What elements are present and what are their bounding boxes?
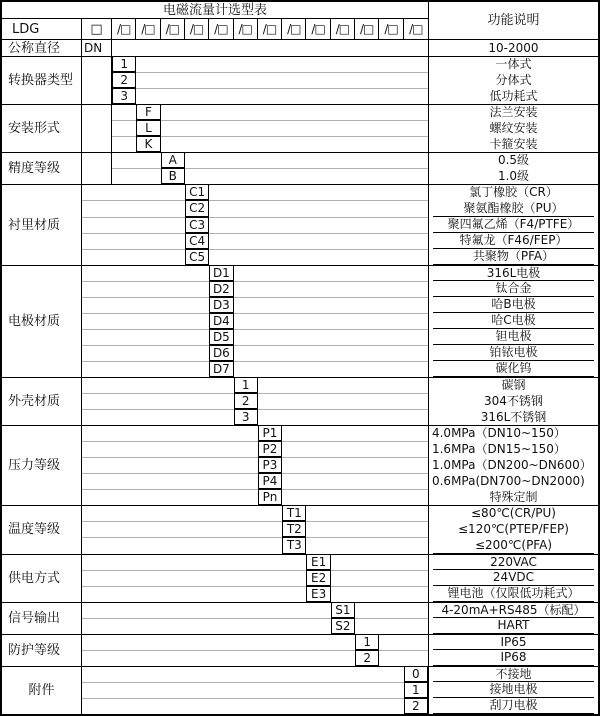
desc-cell: 一体式	[428, 56, 598, 72]
code-cell: D2	[209, 281, 233, 297]
code-cell: K	[136, 136, 160, 152]
desc-cell: 碳化钨	[428, 361, 598, 377]
empty-cell	[82, 297, 209, 313]
empty-cell	[82, 698, 404, 714]
empty-cell	[82, 570, 306, 586]
empty-cell	[282, 425, 428, 441]
model-digit-box: □	[82, 19, 112, 40]
empty-cell	[234, 281, 428, 297]
empty-cell	[136, 56, 428, 72]
code-cell: T2	[282, 521, 306, 537]
desc-cell: 哈B电极	[428, 297, 598, 313]
empty-cell	[82, 586, 306, 602]
empty-cell	[282, 441, 428, 457]
code-cell: P2	[258, 441, 282, 457]
section-label: 安装形式	[2, 104, 82, 152]
empty-cell	[82, 666, 404, 682]
code-cell: 1	[404, 682, 428, 698]
code-cell: E2	[306, 570, 330, 586]
code-cell: B	[161, 168, 185, 184]
code-cell: F	[136, 104, 160, 120]
empty-cell	[82, 682, 404, 698]
section-label: 附件	[2, 666, 82, 714]
desc-cell: 锂电池（仅限低功耗式）	[428, 586, 598, 602]
code-cell: D6	[209, 345, 233, 361]
code-cell: C3	[185, 217, 209, 233]
desc-cell: 220VAC	[428, 554, 598, 570]
empty-cell	[82, 217, 185, 233]
empty-cell	[209, 200, 428, 216]
empty-cell	[258, 409, 428, 425]
code-cell: D1	[209, 265, 233, 281]
empty-cell	[331, 586, 428, 602]
empty-cell	[82, 457, 258, 473]
section-label: 公称直径	[2, 40, 82, 56]
desc-cell: 316L不锈钢	[428, 409, 598, 425]
code-cell: D5	[209, 329, 233, 345]
model-slash-box: /□	[258, 19, 282, 40]
empty-cell	[355, 618, 428, 634]
code-cell: 2	[234, 393, 258, 409]
desc-cell: 刮刀电极	[428, 698, 598, 714]
empty-cell	[82, 329, 209, 345]
empty-cell	[82, 425, 258, 441]
empty-cell	[82, 409, 234, 425]
empty-cell	[331, 554, 428, 570]
empty-cell	[209, 184, 428, 200]
model-slash-box: /□	[404, 19, 428, 40]
desc-cell: 304不锈钢	[428, 393, 598, 409]
code-cell: 1	[112, 56, 136, 72]
desc-cell: ≤120℃(PTEP/FEP)	[428, 521, 598, 537]
empty-cell	[209, 233, 428, 249]
code-cell: C2	[185, 200, 209, 216]
empty-cell	[306, 537, 428, 553]
empty-cell	[82, 377, 234, 393]
desc-cell: 接地电极	[428, 682, 598, 698]
empty-cell	[112, 136, 136, 152]
empty-cell	[355, 602, 428, 618]
empty-cell	[234, 329, 428, 345]
empty-cell	[234, 313, 428, 329]
code-cell: D7	[209, 361, 233, 377]
desc-cell: 钛合金	[428, 281, 598, 297]
empty-cell	[161, 136, 428, 152]
model-slash-box: /□	[282, 19, 306, 40]
code-cell: A	[161, 152, 185, 168]
empty-cell	[379, 634, 428, 650]
desc-cell: 不接地	[428, 666, 598, 682]
empty-cell	[258, 393, 428, 409]
desc-cell: 316L电极	[428, 265, 598, 281]
code-cell: S1	[331, 602, 355, 618]
empty-cell	[282, 489, 428, 505]
empty-cell	[209, 217, 428, 233]
model-slash-box: /□	[379, 19, 403, 40]
empty-cell	[185, 152, 428, 168]
model-slash-box: /□	[355, 19, 379, 40]
empty-cell	[112, 104, 136, 120]
section-label: 防护等级	[2, 634, 82, 666]
empty-cell	[112, 120, 136, 136]
desc-cell: 聚四氟乙烯（F4/PTFE）	[428, 217, 598, 233]
desc-cell: HART	[428, 618, 598, 634]
empty-cell	[82, 537, 282, 553]
empty-cell	[234, 297, 428, 313]
empty-cell	[282, 457, 428, 473]
desc-cell: 0.5级	[428, 152, 598, 168]
empty-cell	[209, 249, 428, 265]
section-label: 精度等级	[2, 152, 82, 184]
model-slash-box: /□	[112, 19, 136, 40]
empty-cell	[234, 361, 428, 377]
table-title: 电磁流量计选型表	[2, 2, 428, 19]
section-label: 温度等级	[2, 505, 82, 553]
empty-cell	[82, 554, 306, 570]
empty-cell	[82, 152, 112, 184]
desc-cell: 1.6MPa（DN15~150）	[428, 441, 598, 457]
code-cell: E1	[306, 554, 330, 570]
empty-cell	[82, 313, 209, 329]
code-cell: D4	[209, 313, 233, 329]
empty-cell	[82, 200, 185, 216]
empty-cell	[82, 393, 234, 409]
desc-cell: 24VDC	[428, 570, 598, 586]
empty-cell	[161, 104, 428, 120]
code-cell: 0	[404, 666, 428, 682]
code-cell: 2	[355, 650, 379, 666]
empty-cell	[82, 233, 185, 249]
empty-cell	[82, 521, 282, 537]
empty-cell	[379, 650, 428, 666]
desc-cell: 聚氨酯橡胶（PU）	[428, 200, 598, 216]
desc-cell: IP65	[428, 634, 598, 650]
desc-cell: ≤80℃(CR/PU)	[428, 505, 598, 521]
model-prefix: LDG	[2, 19, 82, 40]
empty-cell	[82, 441, 258, 457]
empty-cell	[331, 570, 428, 586]
desc-cell: 卡箍安装	[428, 136, 598, 152]
empty-cell	[136, 88, 428, 104]
section-label: 压力等级	[2, 425, 82, 505]
code-cell: 1	[355, 634, 379, 650]
empty-cell	[306, 521, 428, 537]
desc-cell: 1.0级	[428, 168, 598, 184]
desc-cell: IP68	[428, 650, 598, 666]
code-cell: C1	[185, 184, 209, 200]
empty-cell	[82, 56, 112, 104]
empty-cell	[82, 602, 331, 618]
empty-cell	[258, 377, 428, 393]
empty-cell	[185, 168, 428, 184]
model-slash-box: /□	[185, 19, 209, 40]
model-slash-box: /□	[161, 19, 185, 40]
model-slash-box: /□	[209, 19, 233, 40]
code-cell: T1	[282, 505, 306, 521]
code-cell: T3	[282, 537, 306, 553]
desc-cell: 低功耗式	[428, 88, 598, 104]
code-cell: 3	[112, 88, 136, 104]
empty-cell	[82, 618, 331, 634]
empty-cell	[306, 505, 428, 521]
empty-cell	[82, 281, 209, 297]
desc-cell: 碳钢	[428, 377, 598, 393]
code-cell: P4	[258, 473, 282, 489]
desc-cell: 钽电极	[428, 329, 598, 345]
desc-cell: 铂铱电极	[428, 345, 598, 361]
empty-cell	[234, 345, 428, 361]
code-cell: C4	[185, 233, 209, 249]
empty-cell	[82, 249, 185, 265]
section-label: 电极材质	[2, 265, 82, 377]
empty-cell	[112, 168, 161, 184]
code-cell: P1	[258, 425, 282, 441]
code-cell: D3	[209, 297, 233, 313]
section-label: 信号输出	[2, 602, 82, 634]
desc-cell: 共聚物（PFA）	[428, 249, 598, 265]
function-column-header: 功能说明	[428, 2, 598, 40]
empty-cell	[282, 473, 428, 489]
empty-cell	[82, 345, 209, 361]
code-cell: C5	[185, 249, 209, 265]
desc-cell: 4.0MPa（DN10~150）	[428, 425, 598, 441]
code-cell: Pn	[258, 489, 282, 505]
model-slash-box: /□	[136, 19, 160, 40]
desc-cell: ≤200℃(PFA)	[428, 537, 598, 553]
code-cell: 2	[404, 698, 428, 714]
empty-cell	[161, 120, 428, 136]
model-slash-box: /□	[234, 19, 258, 40]
empty-cell	[82, 361, 209, 377]
code-cell: S2	[331, 618, 355, 634]
empty-cell	[112, 40, 428, 56]
desc-cell: 法兰安装	[428, 104, 598, 120]
model-slash-box: /□	[331, 19, 355, 40]
desc-cell: 特殊定制	[428, 489, 598, 505]
code-cell: 2	[112, 72, 136, 88]
empty-cell	[112, 152, 161, 168]
code-cell: E3	[306, 586, 330, 602]
desc-cell: 特氟龙（F46/FEP）	[428, 233, 598, 249]
desc-cell: 分体式	[428, 72, 598, 88]
code-cell: 3	[234, 409, 258, 425]
desc-cell: 氯丁橡胶（CR）	[428, 184, 598, 200]
desc-cell: 哈C电极	[428, 313, 598, 329]
desc-cell: 4-20mA+RS485（标配）	[428, 602, 598, 618]
empty-cell	[234, 265, 428, 281]
code-cell: 1	[234, 377, 258, 393]
empty-cell	[82, 184, 185, 200]
section-label: 转换器类型	[2, 56, 82, 104]
section-label: 供电方式	[2, 554, 82, 602]
empty-cell	[82, 473, 258, 489]
model-slash-box: /□	[306, 19, 330, 40]
desc-cell: 10-2000	[428, 40, 598, 56]
desc-cell: 螺纹安装	[428, 120, 598, 136]
empty-cell	[82, 650, 355, 666]
desc-cell: 0.6MPa(DN700~DN2000)	[428, 473, 598, 489]
empty-cell	[82, 489, 258, 505]
section-label: 外壳材质	[2, 377, 82, 425]
empty-cell	[136, 72, 428, 88]
code-cell: L	[136, 120, 160, 136]
empty-cell	[82, 104, 112, 152]
dn-code-cell: DN	[82, 40, 112, 56]
empty-cell	[82, 265, 209, 281]
empty-cell	[82, 505, 282, 521]
desc-cell: 1.0MPa（DN200~DN600）	[428, 457, 598, 473]
empty-cell	[82, 634, 355, 650]
code-cell: P3	[258, 457, 282, 473]
section-label: 衬里材质	[2, 184, 82, 264]
